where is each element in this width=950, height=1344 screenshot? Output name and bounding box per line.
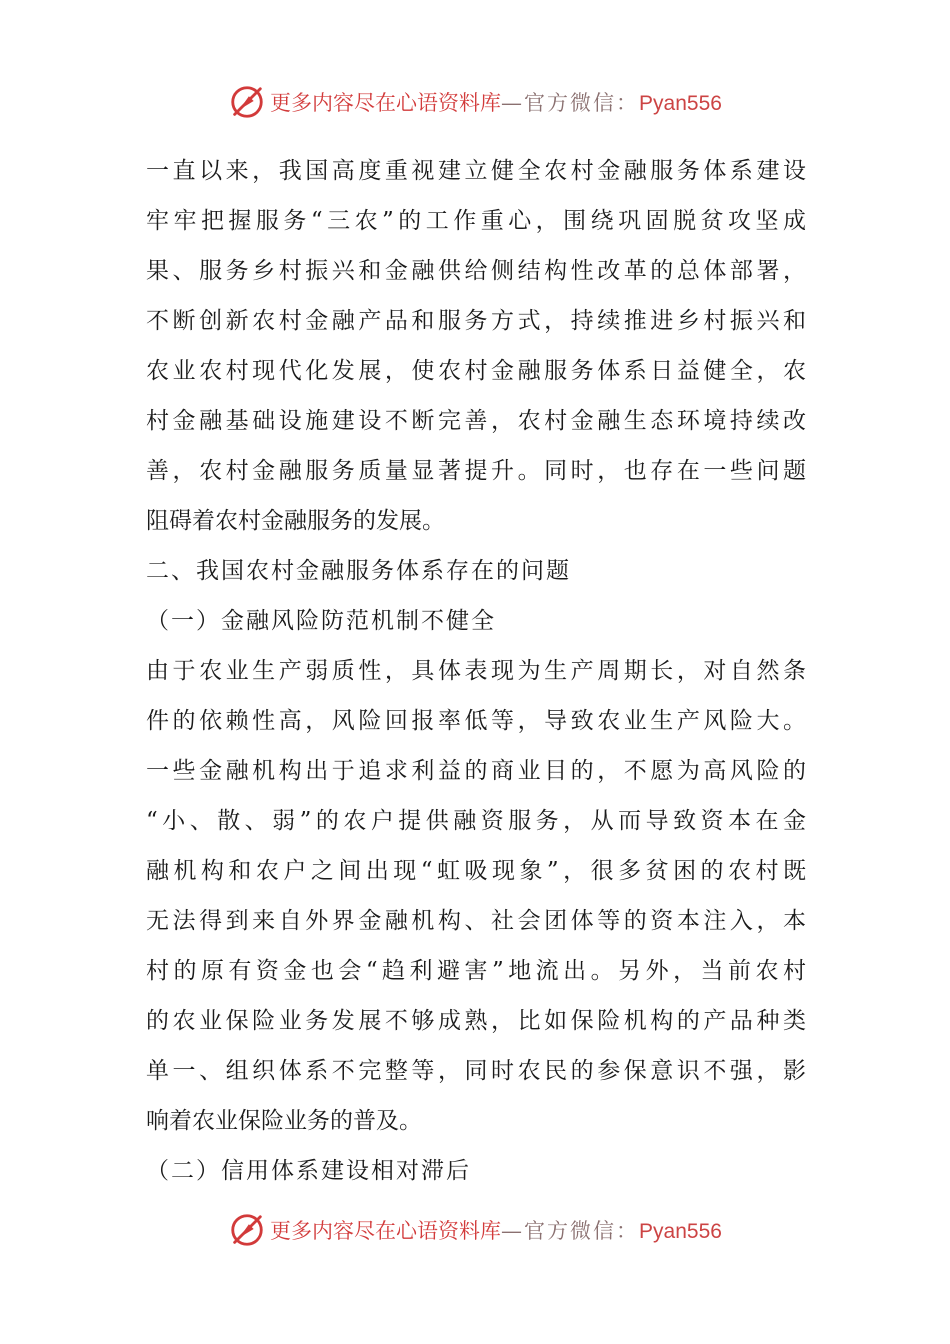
footer-watermark-banner (0, 1208, 950, 1252)
text-line: 农业农村现代化发展，使农村金融服务体系日益健全，农 (146, 358, 806, 384)
text-line: 由于农业生产弱质性，具体表现为生产周期长，对自然条 (146, 658, 806, 684)
section-heading: 二、我国农村金融服务体系存在的问题 (146, 558, 571, 584)
text-line: 村金融基础设施建设不断完善，农村金融生态环境持续改 (146, 408, 806, 434)
document-body (146, 146, 806, 1196)
watermark-official-label: 官方微信： (524, 91, 640, 115)
text-line: 的农业保险业务发展不够成熟，比如保险机构的产品种类 (146, 1008, 806, 1034)
text-line: 村的原有资金也会“趋利避害”地流出。另外，当前农村 (146, 958, 806, 984)
text-line: 牢牢把握服务“三农”的工作重心，围绕巩固脱贫攻坚成 (146, 208, 806, 234)
text-line: “小、散、弱”的农户提供融资服务，从而导致资本在金 (146, 808, 806, 834)
text-line: 件的依赖性高，风险回报率低等，导致农业生产风险大。 (146, 708, 806, 734)
text-line: 善，农村金融服务质量显著提升。同时，也存在一些问题 (146, 458, 806, 484)
text-line: 无法得到来自外界金融机构、社会团体等的资本注入，本 (146, 908, 806, 934)
text-line: 一些金融机构出于追求利益的商业目的，不愿为高风险的 (146, 758, 806, 784)
watermark-text (270, 87, 722, 117)
watermark-main: 更多内容尽在心语资料库 (270, 1219, 502, 1243)
watermark-handle: Pyan556 (639, 92, 722, 115)
header-watermark-banner (0, 80, 950, 124)
quill-logo-icon (228, 83, 266, 121)
text-line: 不断创新农村金融产品和服务方式，持续推进乡村振兴和 (146, 308, 806, 334)
watermark-dash: — (501, 1219, 525, 1243)
subsection-heading: （二）信用体系建设相对滞后 (146, 1158, 471, 1184)
watermark-official-label: 官方微信： (524, 1219, 640, 1243)
text-line: 一直以来，我国高度重视建立健全农村金融服务体系建设 (146, 158, 806, 184)
watermark-text (270, 1215, 722, 1245)
text-line: 单一、组织体系不完整等，同时农民的参保意识不强，影 (146, 1058, 806, 1084)
watermark-handle: Pyan556 (639, 1220, 722, 1243)
quill-logo-icon (228, 1211, 266, 1249)
text-line: 阻碍着农村金融服务的发展。 (146, 508, 445, 534)
text-line: 果、服务乡村振兴和金融供给侧结构性改革的总体部署， (146, 258, 806, 284)
watermark-main: 更多内容尽在心语资料库 (270, 91, 502, 115)
text-line: 响着农业保险业务的普及。 (146, 1108, 422, 1134)
text-line: 融机构和农户之间出现“虹吸现象”，很多贫困的农村既 (146, 858, 806, 884)
watermark-dash: — (501, 91, 525, 115)
subsection-heading: （一）金融风险防范机制不健全 (146, 608, 496, 634)
